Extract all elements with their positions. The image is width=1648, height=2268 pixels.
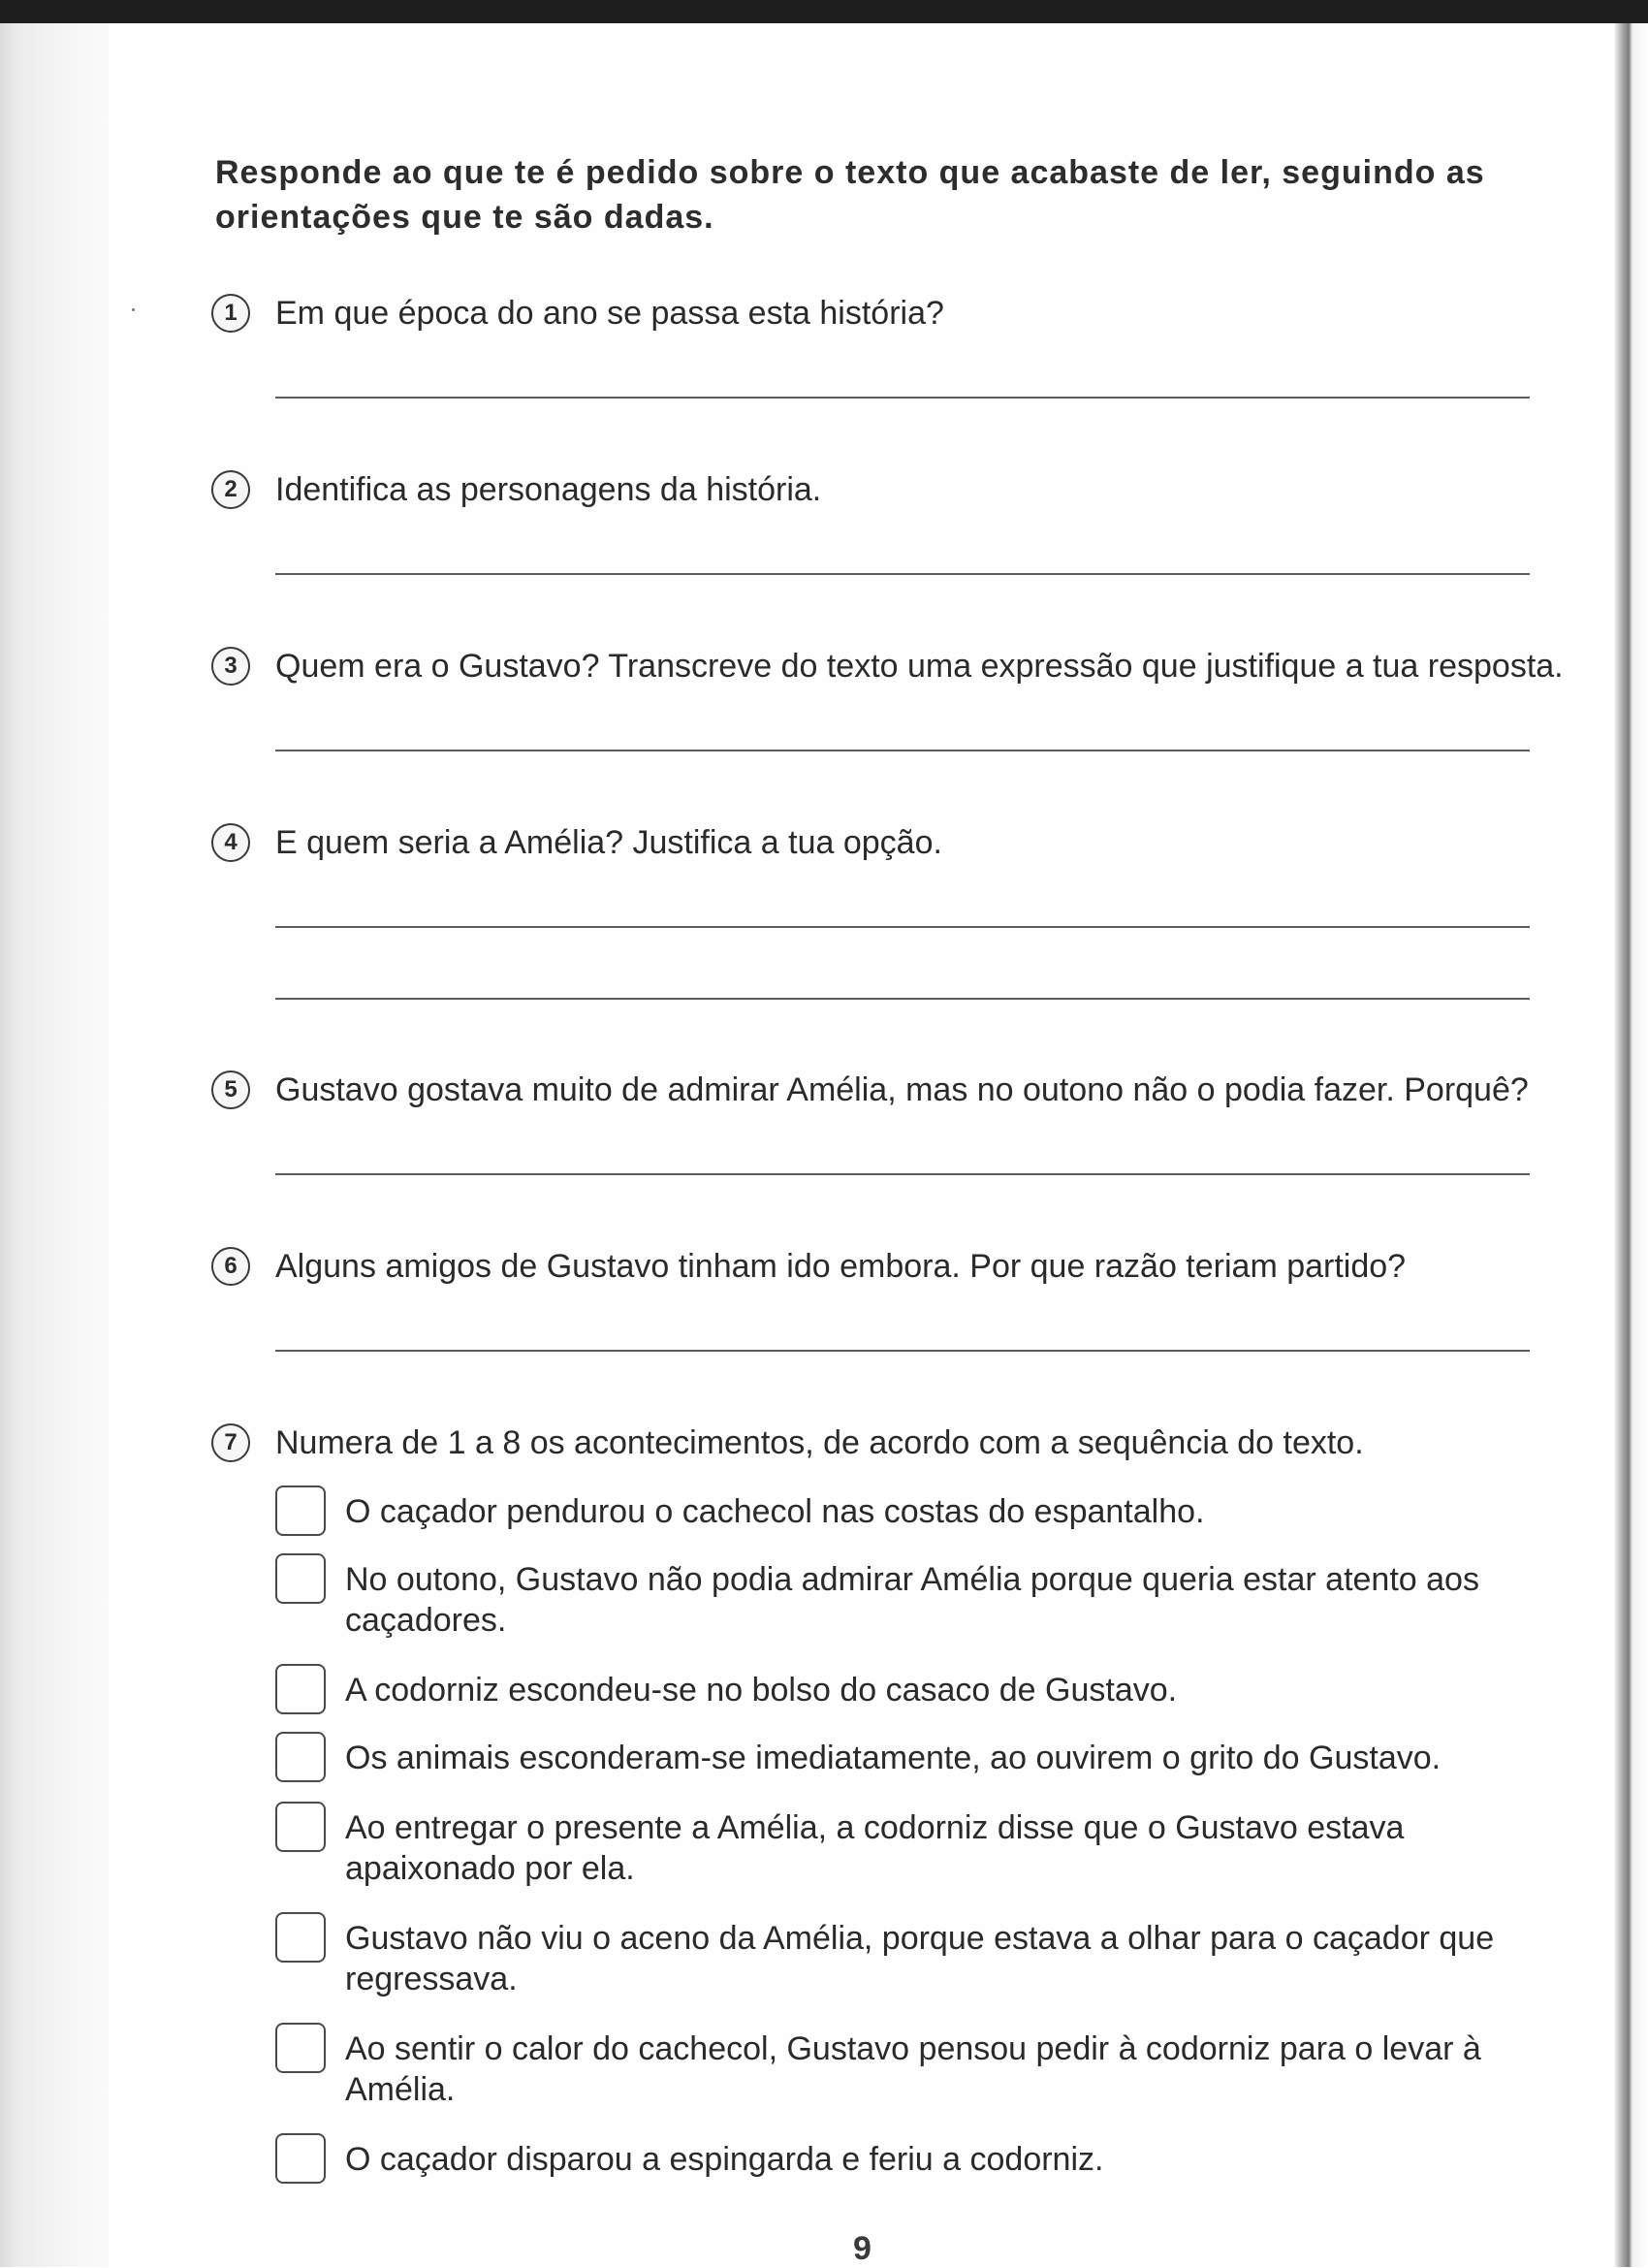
number-entry-box[interactable] bbox=[275, 2133, 326, 2184]
scan-top-edge bbox=[0, 0, 1648, 23]
question-text: E quem seria a Amélia? Justifica a tua opção. bbox=[275, 824, 942, 861]
question-text: Numera de 1 a 8 os acontecimentos, de acordo com a sequência do texto. bbox=[275, 1424, 1364, 1461]
sequence-item-text: Gustavo não viu o aceno da Amélia, porque estava a olhar para o caçador que regressava. bbox=[345, 1920, 1495, 1997]
number-entry-box[interactable] bbox=[275, 1732, 326, 1782]
answer-line[interactable] bbox=[275, 1350, 1530, 1352]
number-entry-box[interactable] bbox=[275, 1664, 326, 1714]
number-entry-box[interactable] bbox=[275, 1802, 326, 1852]
question-number-badge: 7 bbox=[211, 1423, 250, 1462]
answer-line[interactable] bbox=[275, 926, 1530, 928]
sequence-item-text: O caçador disparou a espingarda e feriu a codorniz. bbox=[345, 2141, 1104, 2178]
number-entry-box[interactable] bbox=[275, 1553, 326, 1604]
answer-line[interactable] bbox=[275, 998, 1530, 1000]
scan-right-edge bbox=[1615, 23, 1648, 2267]
number-entry-box[interactable] bbox=[275, 1485, 326, 1536]
sequence-item-text: Os animais esconderam-se imediatamente, ao ouvirem o grito do Gustavo. bbox=[345, 1740, 1442, 1776]
sequence-item-text: A codorniz escondeu-se no bolso do casaco de Gustavo. bbox=[345, 1672, 1178, 1709]
question-text: Identifica as personagens da história. bbox=[275, 471, 822, 508]
answer-line[interactable] bbox=[275, 1173, 1530, 1175]
question-number-badge: 6 bbox=[211, 1247, 250, 1286]
question-number-badge: 4 bbox=[211, 823, 250, 862]
question-number-badge: 2 bbox=[211, 470, 250, 509]
question-text: Quem era o Gustavo? Transcreve do texto uma expressão que justifique a tua resposta. bbox=[275, 648, 1564, 685]
question-text: Gustavo gostava muito de admirar Amélia, mas no outono não o podia fazer. Porquê? bbox=[275, 1071, 1529, 1108]
scan-left-edge bbox=[0, 23, 109, 2267]
sequence-item-text: Ao sentir o calor do cachecol, Gustavo pensou pedir à codorniz para o levar à Amélia. bbox=[345, 2030, 1481, 2108]
answer-line[interactable] bbox=[275, 397, 1530, 399]
question-number-badge: 3 bbox=[211, 647, 250, 686]
page-number: 9 bbox=[853, 2230, 872, 2267]
question-text: Em que época do ano se passa esta história? bbox=[275, 295, 944, 332]
answer-line[interactable] bbox=[275, 750, 1530, 751]
instructions-heading: Responde ao que te é pedido sobre o texto que acabaste de ler, seguindo as orientações que te são dadas. bbox=[215, 154, 1485, 236]
question-number-badge: 1 bbox=[211, 294, 250, 333]
question-text: Alguns amigos de Gustavo tinham ido embora. Por que razão teriam partido? bbox=[275, 1248, 1407, 1285]
question-number-badge: 5 bbox=[211, 1070, 250, 1109]
sequence-item-text: O caçador pendurou o cachecol nas costas do espantalho. bbox=[345, 1493, 1205, 1530]
scan-speck bbox=[132, 308, 135, 311]
number-entry-box[interactable] bbox=[275, 2023, 326, 2073]
sequence-item-text: No outono, Gustavo não podia admirar Amélia porque queria estar atento aos caçadores. bbox=[345, 1561, 1479, 1639]
sequence-item-text: Ao entregar o presente a Amélia, a codorniz disse que o Gustavo estava apaixonado por ela. bbox=[345, 1809, 1405, 1887]
number-entry-box[interactable] bbox=[275, 1912, 326, 1963]
answer-line[interactable] bbox=[275, 573, 1530, 575]
